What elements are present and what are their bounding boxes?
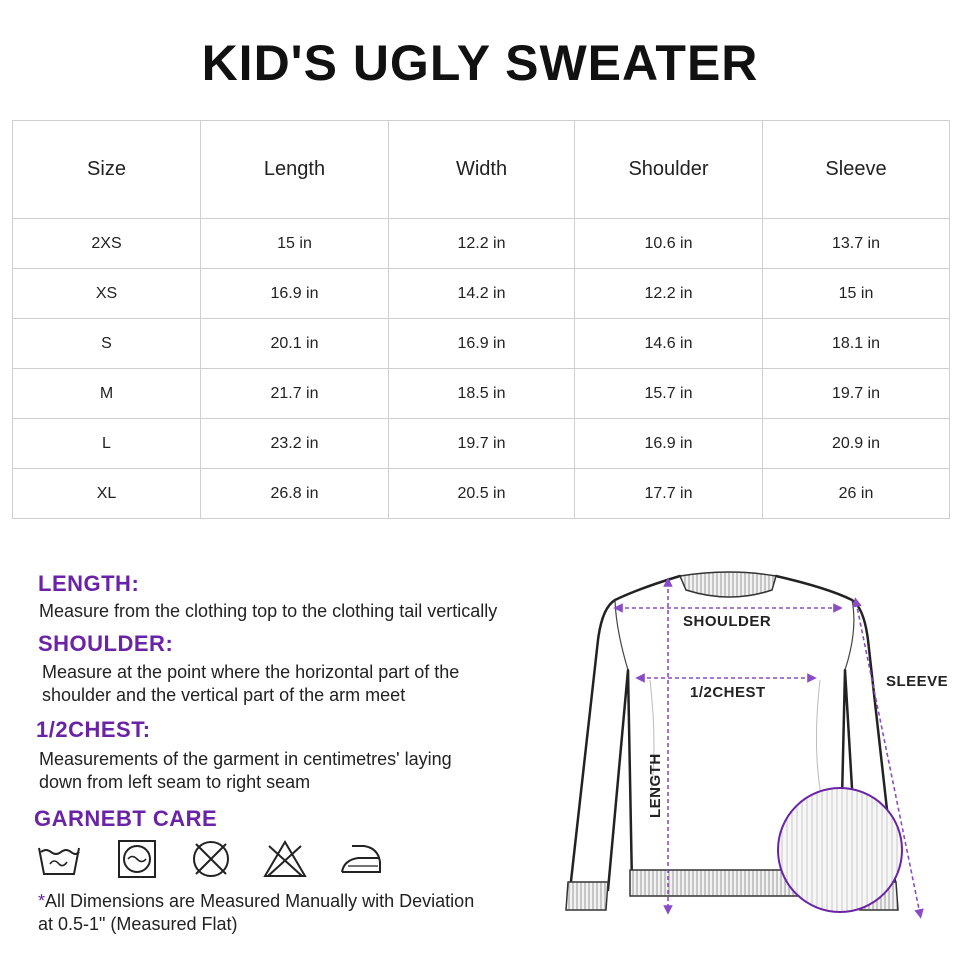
- note-line-2: at 0.5-1" (Measured Flat): [38, 914, 238, 934]
- cell-width: 16.9 in: [389, 319, 575, 369]
- cell-size: L: [13, 419, 201, 469]
- cell-length: 16.9 in: [201, 269, 389, 319]
- cell-size: XS: [13, 269, 201, 319]
- cell-width: 18.5 in: [389, 369, 575, 419]
- cell-length: 15 in: [201, 219, 389, 269]
- shoulder-description-line-1: Measure at the point where the horizontal part of the: [42, 662, 460, 682]
- do-not-bleach-icon: [262, 838, 308, 880]
- cell-size: 2XS: [13, 219, 201, 269]
- table-header-row: [13, 121, 950, 219]
- shoulder-heading: SHOULDER:: [38, 631, 174, 656]
- table-row: [13, 219, 950, 269]
- length-description: Measure from the clothing top to the clothing tail vertically: [39, 601, 498, 621]
- page-title: KID'S UGLY SWEATER: [201, 35, 759, 91]
- shoulder-description-line-2: shoulder and the vertical part of the arm meet: [42, 685, 406, 705]
- cell-size: XL: [13, 469, 201, 519]
- cell-length: 23.2 in: [201, 419, 389, 469]
- do-not-tumble-dry-icon: [114, 838, 160, 880]
- cell-sleeve: 19.7 in: [763, 369, 950, 419]
- chest-heading: 1/2CHEST:: [36, 717, 151, 742]
- length-heading: LENGTH:: [38, 571, 140, 596]
- sweater-diagram: [540, 560, 960, 940]
- cell-width: 20.5 in: [389, 469, 575, 519]
- header-length: Length: [201, 121, 389, 219]
- cell-shoulder: 16.9 in: [575, 419, 763, 469]
- garment-care-heading: GARNEBT CARE: [34, 806, 218, 831]
- chest-description-line-2: down from left seam to right seam: [39, 772, 311, 792]
- table-row: [13, 319, 950, 369]
- cell-sleeve: 18.1 in: [763, 319, 950, 369]
- cell-shoulder: 12.2 in: [575, 269, 763, 319]
- cell-shoulder: 15.7 in: [575, 369, 763, 419]
- cell-width: 12.2 in: [389, 219, 575, 269]
- cell-width: 14.2 in: [389, 269, 575, 319]
- cell-length: 26.8 in: [201, 469, 389, 519]
- header-width: Width: [389, 121, 575, 219]
- do-not-dry-clean-icon: [188, 838, 234, 880]
- chest-description-line-1: Measurements of the garment in centimetres' laying: [39, 749, 452, 769]
- table-row: [13, 419, 950, 469]
- cell-sleeve: 26 in: [763, 469, 950, 519]
- care-icons: [36, 838, 396, 882]
- dimensions-note: [38, 890, 558, 936]
- note-line-1: All Dimensions are Measured Manually with Deviation: [45, 891, 475, 911]
- table-row: [13, 469, 950, 519]
- header-shoulder: Shoulder: [575, 121, 763, 219]
- header-size: Size: [13, 121, 201, 219]
- cell-shoulder: 17.7 in: [575, 469, 763, 519]
- iron-icon: [338, 838, 384, 880]
- cell-shoulder: 10.6 in: [575, 219, 763, 269]
- cell-width: 19.7 in: [389, 419, 575, 469]
- cell-sleeve: 20.9 in: [763, 419, 950, 469]
- note-asterisk: *: [38, 891, 46, 911]
- cell-size: M: [13, 369, 201, 419]
- cell-sleeve: 15 in: [763, 269, 950, 319]
- cell-sleeve: 13.7 in: [763, 219, 950, 269]
- shoulder-label: SHOULDER: [683, 613, 772, 630]
- cell-size: S: [13, 319, 201, 369]
- sleeve-label: SLEEVE: [886, 673, 949, 690]
- cell-shoulder: 14.6 in: [575, 319, 763, 369]
- cell-length: 21.7 in: [201, 369, 389, 419]
- size-chart-table: [12, 120, 950, 519]
- hand-wash-icon: [36, 838, 82, 880]
- half-chest-label: 1/2CHEST: [690, 684, 766, 701]
- cell-length: 20.1 in: [201, 319, 389, 369]
- table-row: [13, 369, 950, 419]
- table-row: [13, 269, 950, 319]
- header-sleeve: Sleeve: [763, 121, 950, 219]
- length-label: LENGTH: [647, 753, 664, 818]
